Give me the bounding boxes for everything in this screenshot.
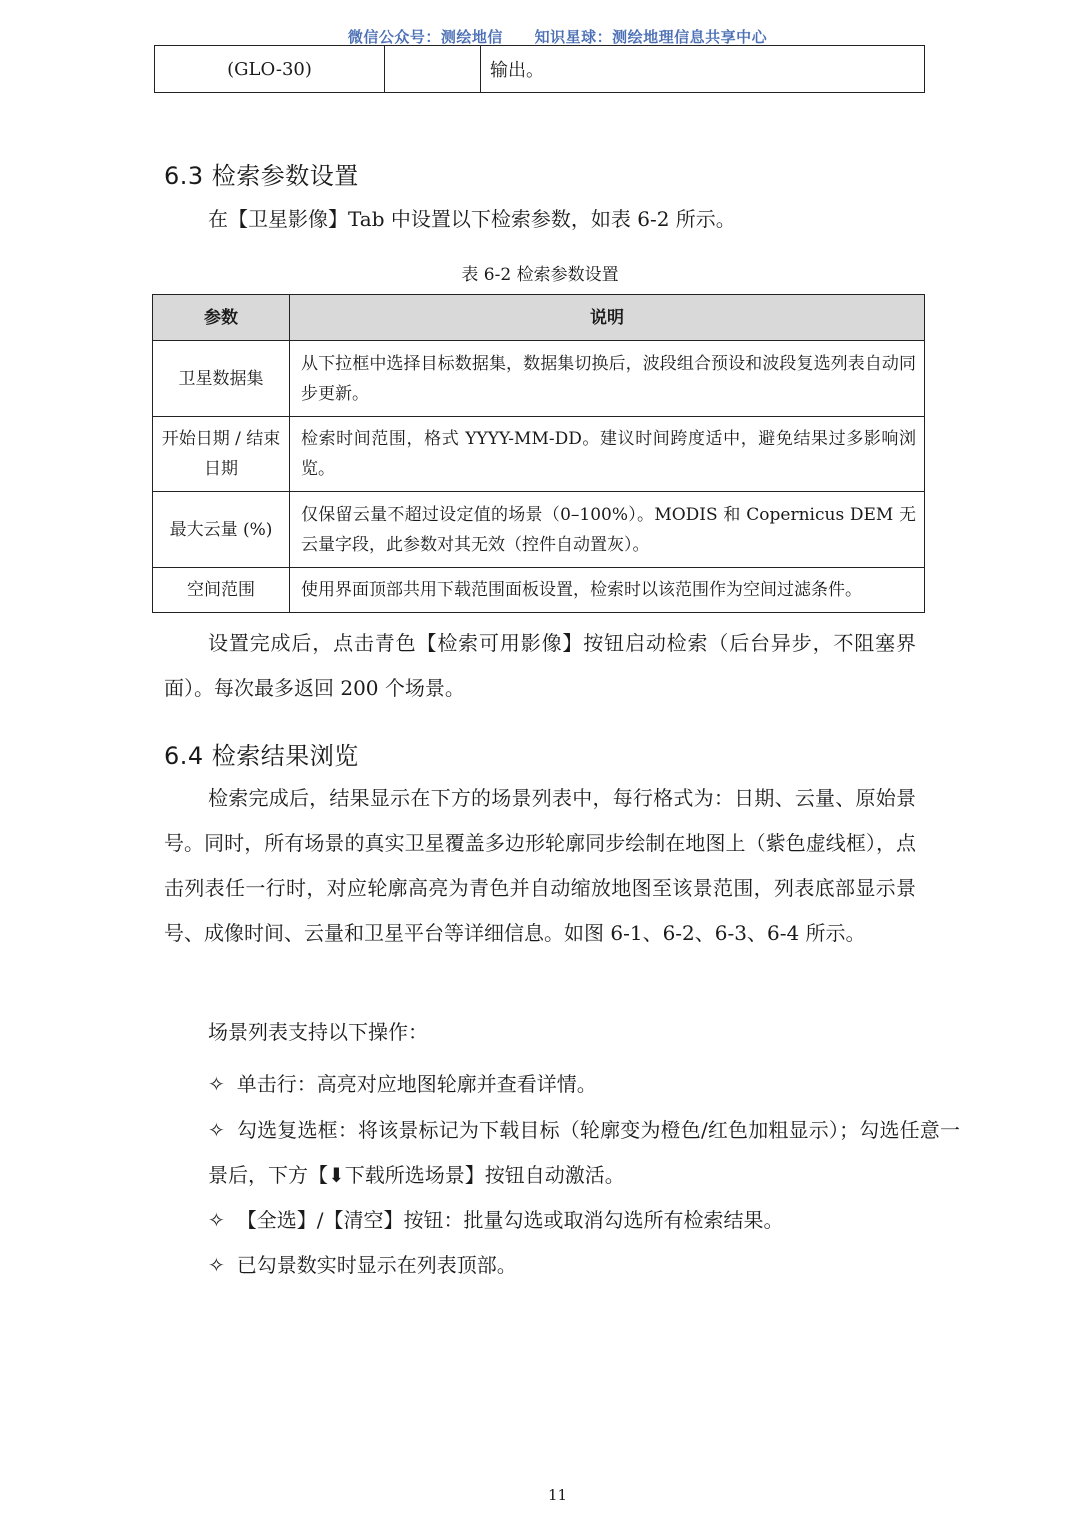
- list-item-text: 单击行：高亮对应地图轮廓并查看详情。: [236, 1072, 597, 1096]
- continued-table: [154, 45, 925, 93]
- section-6-3-intro: 在【卫星影像】Tab 中设置以下检索参数，如表 6-2 所示。: [208, 207, 736, 231]
- table-row: [153, 568, 925, 613]
- table-row: [153, 341, 925, 417]
- table-cell: [385, 46, 481, 93]
- diamond-bullet-icon: ✧: [208, 1072, 225, 1096]
- column-header-desc: 说明: [290, 295, 925, 341]
- list-item-text: 勾选复选框：将该景标记为下载目标（轮廓变为橙色/红色加粗显示）；勾选任意一景后，下方【⬇下载所选场景】按钮自动激活。: [208, 1118, 960, 1187]
- table-cell: 输出。: [481, 46, 925, 93]
- header-wechat: 微信公众号：测绘地信: [347, 28, 503, 46]
- param-desc: 从下拉框中选择目标数据集，数据集切换后，波段组合预设和波段复选列表自动同步更新。: [290, 341, 925, 417]
- param-desc: 仅保留云量不超过设定值的场景（0–100%）。MODIS 和 Copernicus DEM 无云量字段，此参数对其无效（控件自动置灰）。: [290, 492, 925, 568]
- param-name: 最大云量 (%): [153, 492, 290, 568]
- table-row: [155, 46, 925, 93]
- table-cell: (GLO-30): [155, 46, 385, 93]
- params-table: [152, 294, 925, 613]
- param-name: 开始日期 / 结束日期: [153, 417, 290, 492]
- table-row: [153, 417, 925, 492]
- table-row: [153, 492, 925, 568]
- list-item: [164, 1108, 960, 1198]
- page-header: [0, 26, 1080, 47]
- list-item: [164, 1198, 960, 1243]
- list-item-text: 已勾景数实时显示在列表顶部。: [236, 1253, 517, 1277]
- header-planet: 知识星球：测绘地理信息共享中心: [534, 28, 768, 46]
- diamond-bullet-icon: ✧: [208, 1208, 225, 1232]
- section-title-6-3: 6.3 检索参数设置: [164, 162, 359, 190]
- list-item: [164, 1243, 960, 1288]
- section-title-6-4: 6.4 检索结果浏览: [164, 742, 359, 770]
- list-item: [164, 1062, 960, 1107]
- table-header-row: [153, 295, 925, 341]
- page-number: 11: [547, 1486, 568, 1504]
- operations-intro: 场景列表支持以下操作：: [208, 1020, 428, 1044]
- table-caption: 表 6-2 检索参数设置: [461, 265, 619, 285]
- section-6-3-after: 设置完成后，点击青色【检索可用影像】按钮启动检索（后台异步，不阻塞界面）。每次最多返回 200 个场景。: [164, 631, 916, 700]
- param-name: 空间范围: [153, 568, 290, 613]
- param-name: 卫星数据集: [153, 341, 290, 417]
- diamond-bullet-icon: ✧: [208, 1253, 225, 1277]
- column-header-param: 参数: [153, 295, 290, 341]
- section-6-4-para: 检索完成后，结果显示在下方的场景列表中，每行格式为：日期、云量、原始景号。同时，所有场景的真实卫星覆盖多边形轮廓同步绘制在地图上（紫色虚线框），点击列表任一行时，对应轮廓高亮为青色并自动缩放地图至该景范围，列表底部显示景号、成像时间、云量和卫星平台等详细信息。如图 6-1、6-2、6-3、6-4 所示。: [164, 786, 916, 945]
- list-item-text: 【全选】/【清空】按钮：批量勾选或取消勾选所有检索结果。: [236, 1208, 784, 1232]
- diamond-bullet-icon: ✧: [208, 1118, 225, 1142]
- param-desc: 检索时间范围，格式 YYYY-MM-DD。建议时间跨度适中，避免结果过多影响浏览。: [290, 417, 925, 492]
- param-desc: 使用界面顶部共用下载范围面板设置，检索时以该范围作为空间过滤条件。: [290, 568, 925, 613]
